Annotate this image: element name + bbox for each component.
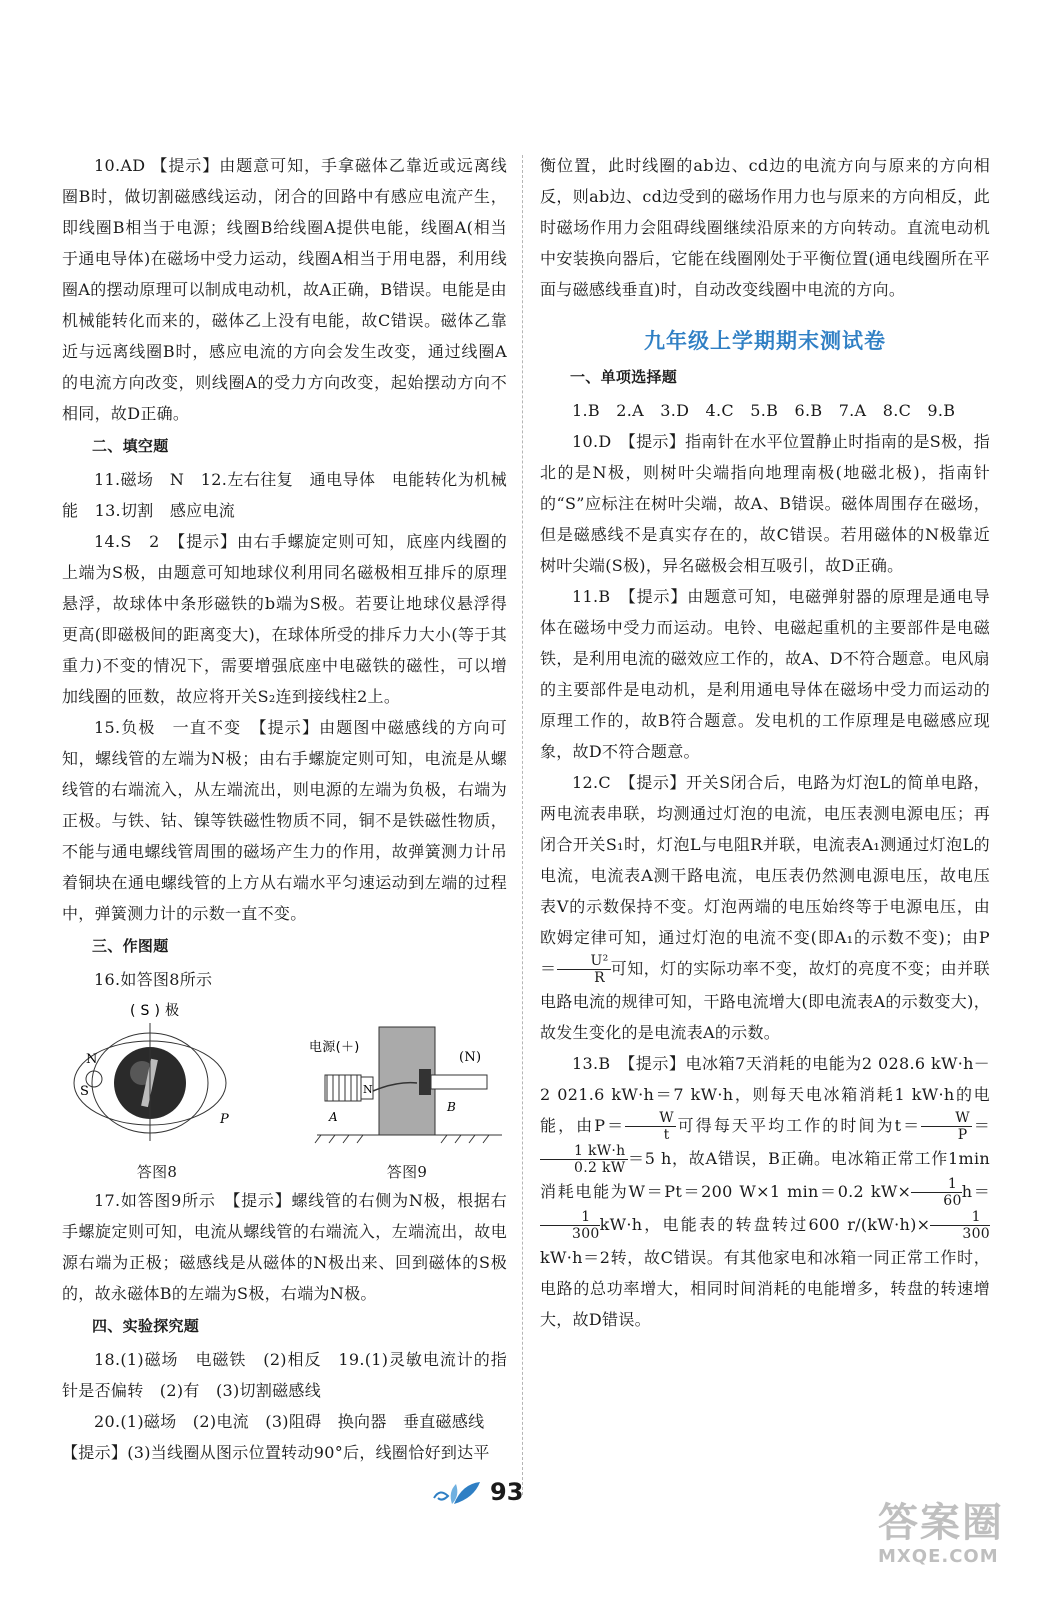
formula-one-three-hundredth: $\frac{1}{300}$ [540, 1209, 600, 1242]
solenoid-diagram [307, 1021, 507, 1151]
n-label: N [86, 1052, 98, 1067]
answer-r12: 12.C 【提示】开关S闭合后，电路为灯泡L的简单电路，两电流表串联，均测通过灯泡的电流，电压表测电源电压；再闭合开关S₁时，灯泡L与电阻R并联，电流表A₁测通过灯泡L的电流，电流表A测干路电流，电压表仍然测电源电压，故电压表V的示数保持不变。灯泡两端的电压始终等于电源电压，由欧姆定律可知，通过灯泡的电流不变(即A₁的示数不变)；由P＝ $\frac{\text{U²}}{R}$ 可知，灯的实际功率不变，故灯的亮度不变；由并联电路电流的规律可知，干路电流增大(即电流表A的示数变大)，故发生变化的是电流表A的示数。 [540, 773, 990, 1042]
n-label: N [363, 1083, 373, 1096]
formula-one-three-hundredth-b: $\frac{1}{300}$ [930, 1209, 990, 1242]
figure-9-caption: 答图9 [386, 1163, 428, 1181]
left-column [62, 150, 507, 1468]
formula-time-value: $\frac{1 kW\cdot h}{0.2 kW}$ [540, 1143, 628, 1176]
figure-9 [307, 1021, 507, 1183]
exam-title: 九年级上学期期末测试卷 [644, 328, 886, 353]
right-column [540, 150, 990, 1335]
answer-20-hint: 【提示】(3)当线圈从图示位置转动90°后，线圈恰好到达平 [62, 1443, 490, 1462]
watermark-url: MXQE.COM [878, 1546, 999, 1567]
section-drawing: 三、作图题 [92, 937, 169, 955]
a-label: A [329, 1110, 338, 1124]
figures-row [62, 1001, 507, 1183]
section-experiment: 四、实验探究题 [92, 1317, 200, 1335]
p-label: P [220, 1112, 230, 1127]
answer-r10: 10.D 【提示】指南针在水平位置静止时指南的是S极，指北的是N极，则树叶尖端指向地理南极(地磁北极)，指南针的“S”应标注在树叶尖端，故A、B错误。磁体周围存在磁场，但是磁感线不是真实存在的，故C错误。若用磁体的N极靠近树叶尖端(S极)，异名磁极会相互吸引，故D正确。 [540, 432, 990, 575]
figure-8 [72, 1001, 242, 1183]
answer-18-19: 18.(1)磁场 电磁铁 (2)相反 19.(1)灵敏电流计的指针是否偏转 (2)有 (3)切割磁感线 [62, 1350, 507, 1400]
answer-r11: 11.B 【提示】由题意可知，电磁弹射器的原理是通电导体在磁场中受力而运动。电铃、电磁起重机的主要部件是电磁铁，是利用电流的磁效应工作的，故A、D不符合题意。电风扇的主要部件是电动机，是利用通电导体在磁场中受力而运动的原理工作的，故B符合题意。发电机的工作原理是电磁感应现象，故D不符合题意。 [540, 587, 990, 761]
formula-power-voltage: $\frac{\text{U²}}{R}$ [557, 953, 611, 986]
section-fill-blank: 二、填空题 [92, 437, 169, 455]
answer-20-continued: 衡位置，此时线圈的ab边、cd边的电流方向与原来的方向相反，则ab边、cd边受到的磁场作用力也与原来的方向相反，此时磁场作用力会阻碍线圈继续沿原来的方向转动。直流电动机中安装换向器后，它能在线圈刚处于平衡位置(通电线圈所在平面与磁感线垂直)时，自动改变线圈中电流的方向。 [540, 156, 990, 299]
answer-11-13: 11.磁场 N 12.左右往复 通电导体 电能转化为机械能 13.切割 感应电流 [62, 470, 507, 520]
source-label: 电源(＋) [309, 1040, 360, 1055]
answer-16: 16.如答图8所示 [94, 970, 213, 989]
figure-8-caption: 答图8 [136, 1163, 178, 1181]
globe-field-diagram [72, 1001, 242, 1151]
answer-r13: 13.B 【提示】电冰箱7天消耗的电能为2 028.6 kW·h－2 021.6 kW·h＝7 kW·h，则每天电冰箱消耗1 kW·h的电能，由P＝ $\frac{W}{t}$ 可得每天平均工作的时间为t＝ $\frac{W}{P}$ ＝ $\frac{1 kW\cdot h}{0.2 kW}$ ＝5 h，故A错误，B正确。电冰箱正常工作1min消耗电能为W＝Pt＝200 W×1 min＝0.2 kW× $\frac{1}{60}$ h＝ $\frac{1}{300}$ kW·h，电能表的转盘转过600 r/(kW·h)× $\frac{1}{300}$ kW·h＝2转，故C错误。有其他家电和冰箱一同正常工作时，电路的总功率增大，相同时间消耗的电能增多，转盘的转速增大，故D错误。 [540, 1054, 991, 1329]
answer-10: 10.AD 【提示】由题意可知，手拿磁体乙靠近或远离线圈B时，做切割磁感线运动，闭合的回路中有感应电流产生，即线圈B相当于电源；线圈B给线圈A提供电能，线圈A(相当于通电导体)在磁场中受力运动，线圈A相当于用电器，利用线圈A的摆动原理可以制成电动机，故A正确，B错误。电能是由机械能转化而来的，磁体乙上没有电能，故C错误。磁体乙靠近与远离线圈B时，感应电流的方向会发生改变，通过线圈A的电流方向改变，则线圈A的受力方向改变，起始摆动方向不相同，故D正确。 [62, 156, 507, 423]
column-divider [522, 155, 523, 1495]
section-single-choice: 一、单项选择题 [570, 368, 678, 386]
n-right-label: (N) [459, 1050, 482, 1065]
answers-1-9: 1.B 2.A 3.D 4.C 5.B 6.B 7.A 8.C 9.B [572, 401, 956, 420]
watermark [878, 1500, 1004, 1568]
answer-17: 17.如答图9所示 【提示】螺线管的右侧为N极，根据右手螺旋定则可知，电流从螺线管的右端流入，左端流出，故电源右端为正极；磁感线是从磁体的N极出来、回到磁体的S极的，故永磁体B的左端为S极，右端为N极。 [62, 1191, 507, 1303]
answer-14: 14.S 2 【提示】由右手螺旋定则可知，底座内线圈的上端为S极，由题意可知地球仪利用同名磁极相互排斥的原理悬浮，故球体中条形磁铁的b端为S极。若要让地球仪悬浮得更高(即磁极间的距离变大)，在球体所受的排斥力大小(等于其重力)不变的情况下，需要增强底座中电磁铁的磁性，可以增加线圈的匝数，故应将开关S₂连到接线柱2上。 [62, 532, 507, 706]
answer-15: 15.负极 一直不变 【提示】由题图中磁感线的方向可知，螺线管的左端为N极；由右手螺旋定则可知，电流是从螺线管的右端流入，从左端流出，则电源的左端为负极，右端为正极。与铁、钴、镍等铁磁性物质不同，铜不是铁磁性物质，不能与通电螺线管周围的磁场产生力的作用，故弹簧测力计吊着铜块在通电螺线管的上方从右端水平匀速运动到左端的过程中，弹簧测力计的示数一直不变。 [62, 718, 507, 923]
s-label: S [80, 1084, 90, 1099]
formula-one-sixtieth: $\frac{1}{60}$ [911, 1176, 961, 1209]
pole-label: ( S ) 极 [130, 1003, 180, 1019]
page-ornament-icon [430, 1478, 486, 1508]
formula-power-energy: $\frac{W}{t}$ [625, 1110, 676, 1143]
b-label: B [447, 1100, 457, 1114]
answer-20: 20.(1)磁场 (2)电流 (3)阻碍 换向器 垂直磁感线 [94, 1412, 485, 1431]
page-number: 93 [490, 1478, 524, 1506]
formula-time: $\frac{W}{P}$ [921, 1110, 972, 1143]
watermark-text: 答案圈 [878, 1500, 1004, 1546]
